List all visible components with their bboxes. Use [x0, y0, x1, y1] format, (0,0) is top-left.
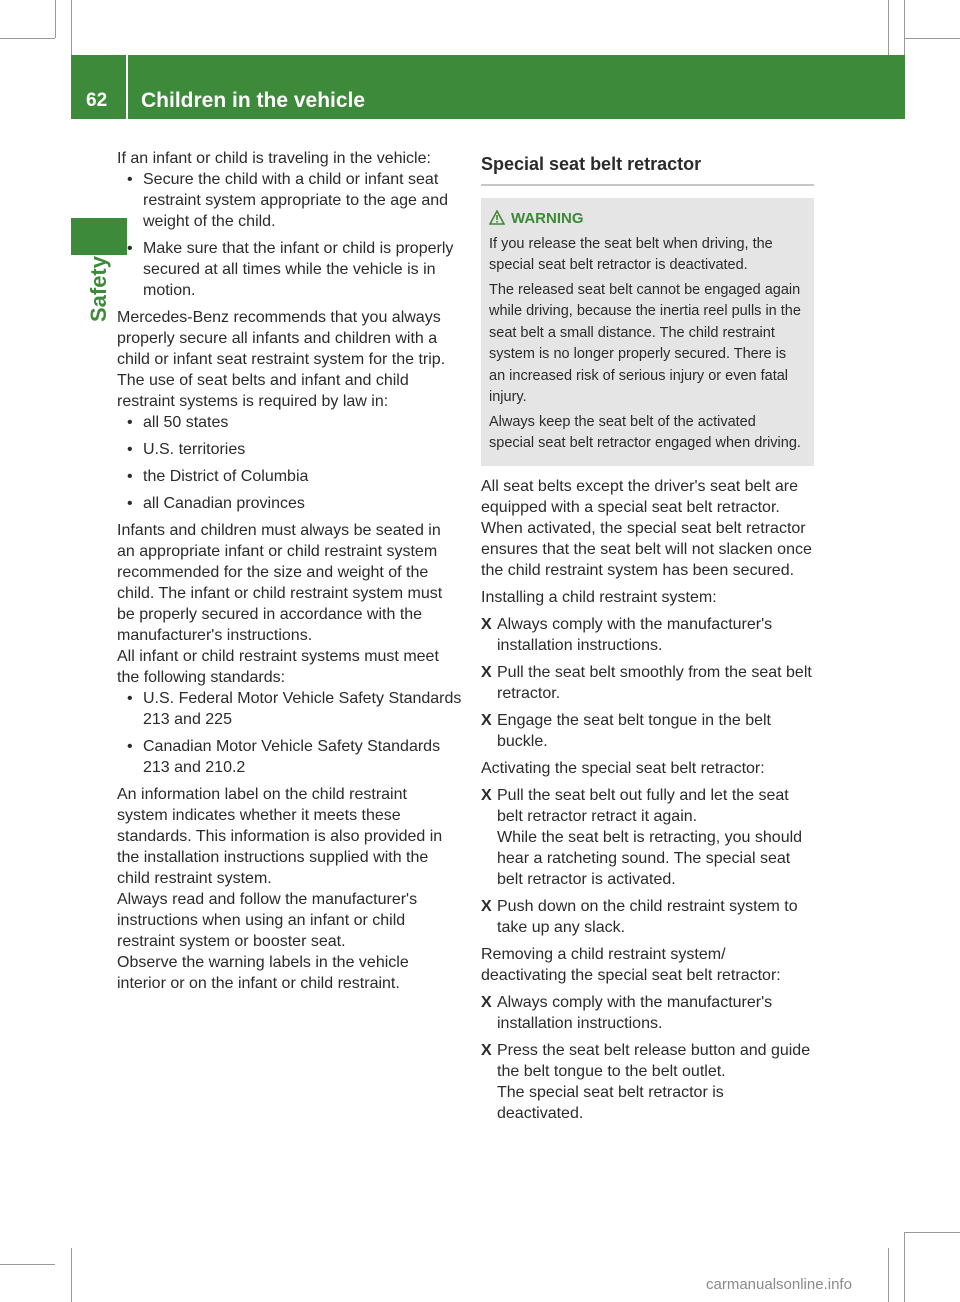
step-text: Press the seat belt release button and guide the belt tongue to the belt outlet. [497, 1041, 811, 1080]
paragraph: Mercedes-Benz recommends that you always properly secure all infants and children with a child or infant seat restraint system for the trip. [117, 309, 446, 368]
crop-mark [0, 38, 55, 39]
crop-mark [0, 1264, 55, 1265]
step-marker-icon: X [481, 897, 492, 915]
list-item: • U.S. territories [117, 439, 462, 460]
list-item: • Canadian Motor Vehicle Safety Standards 213 and 210.2 [117, 736, 462, 778]
list-item: • the District of Columbia [117, 466, 462, 487]
right-column [481, 154, 814, 1130]
step-text: Pull the seat belt out fully and let the seat belt retractor retract it again. [497, 786, 789, 825]
header-divider [126, 55, 128, 119]
warning-paragraph: If you release the seat belt when driving, the special seat belt retractor is deactivated. [489, 235, 773, 273]
instruction-step [481, 662, 814, 704]
paragraph: If an infant or child is traveling in the vehicle: [117, 150, 431, 167]
step-marker-icon: X [481, 663, 492, 681]
watermark: carmanualsonline.info [706, 1276, 852, 1293]
list-item: • Make sure that the infant or child is properly secured at all times while the vehicle is in motion. [117, 238, 462, 301]
instruction-step [481, 1040, 814, 1124]
crop-mark [888, 1248, 889, 1302]
list-item: • all 50 states [117, 412, 462, 433]
left-column [117, 148, 462, 994]
paragraph: Infants and children must always be seated in an appropriate infant or child restraint system recommended for the size and weight of the child. The infant or child restraint system must be properly secured in accordance with the manufacturer's instructions. [117, 522, 443, 644]
warning-title-text: WARNING [511, 210, 584, 227]
list-item: • U.S. Federal Motor Vehicle Safety Standards 213 and 225 [117, 688, 462, 730]
paragraph: Observe the warning labels in the vehicle interior or on the infant or child restraint. [117, 954, 409, 992]
paragraph: All seat belts except the driver's seat belt are equipped with a special seat belt retractor. When activated, the special seat belt retractor ensures that the seat belt will not slacken once the child restraint system has been secured. [481, 477, 812, 579]
page-number: 62 [86, 90, 108, 111]
paragraph: The use of seat belts and infant and child restraint systems is required by law in: [117, 372, 409, 410]
side-tab-label: Safety [86, 256, 111, 323]
right-content [481, 476, 814, 1124]
crop-mark [71, 1248, 72, 1302]
step-text: Push down on the child restraint system to take up any slack. [497, 897, 798, 936]
step-text: Engage the seat belt tongue in the belt buckle. [497, 711, 771, 750]
instruction-step [481, 785, 814, 890]
paragraph: All infant or child restraint systems must meet the following standards: [117, 648, 439, 686]
warning-paragraph: Always keep the seat belt of the activated special seat belt retractor engaged when driving. [489, 413, 801, 451]
crop-mark [55, 0, 56, 38]
warning-body [489, 234, 804, 455]
crop-mark [905, 1232, 960, 1233]
warning-box [481, 198, 814, 466]
step-text: Always comply with the manufacturer's installation instructions. [497, 993, 773, 1032]
step-marker-icon: X [481, 993, 492, 1011]
paragraph: Always read and follow the manufacturer's instructions when using an infant or child restraint system or booster seat. [117, 891, 418, 950]
list-item: • all Canadian provinces [117, 493, 462, 514]
step-result: While the seat belt is retracting, you should hear a ratcheting sound. The special seat belt retractor is activated. [497, 828, 803, 888]
instruction-step [481, 614, 814, 656]
step-text: Pull the seat belt smoothly from the seat belt retractor. [497, 663, 812, 702]
paragraph: Removing a child restraint system/ deactivating the special seat belt retractor: [481, 945, 781, 984]
step-text: Always comply with the manufacturer's installation instructions. [497, 615, 773, 654]
step-marker-icon: X [481, 711, 492, 729]
crop-mark [888, 0, 889, 55]
section-heading: Special seat belt retractor [481, 154, 814, 186]
step-result: The special seat belt retractor is deactivated. [497, 1083, 724, 1122]
warning-paragraph: The released seat belt cannot be engaged again while driving, because the inertia reel pulls in the seat belt a small distance. The child restraint system is no longer properly secured. There is an increased risk of serious injury or even fatal injury. [489, 281, 801, 405]
section-title: Children in the vehicle [141, 89, 366, 112]
step-marker-icon: X [481, 615, 492, 633]
step-marker-icon: X [481, 1041, 492, 1059]
step-marker-icon: X [481, 786, 492, 804]
crop-mark [904, 1232, 905, 1302]
warning-title [489, 208, 804, 230]
crop-mark [904, 0, 905, 55]
instruction-step [481, 896, 814, 938]
paragraph: Installing a child restraint system: [481, 588, 717, 606]
instruction-step [481, 992, 814, 1034]
list-item: • Secure the child with a child or infant seat restraint system appropriate to the age and weight of the child. [117, 169, 462, 232]
warning-triangle-icon [489, 210, 505, 225]
crop-mark [71, 0, 72, 55]
paragraph: An information label on the child restraint system indicates whether it meets these standards. This information is also provided in the installation instructions supplied with the child restraint system. [117, 786, 443, 887]
crop-mark [905, 38, 960, 39]
paragraph: Activating the special seat belt retractor: [481, 759, 765, 777]
instruction-step [481, 710, 814, 752]
